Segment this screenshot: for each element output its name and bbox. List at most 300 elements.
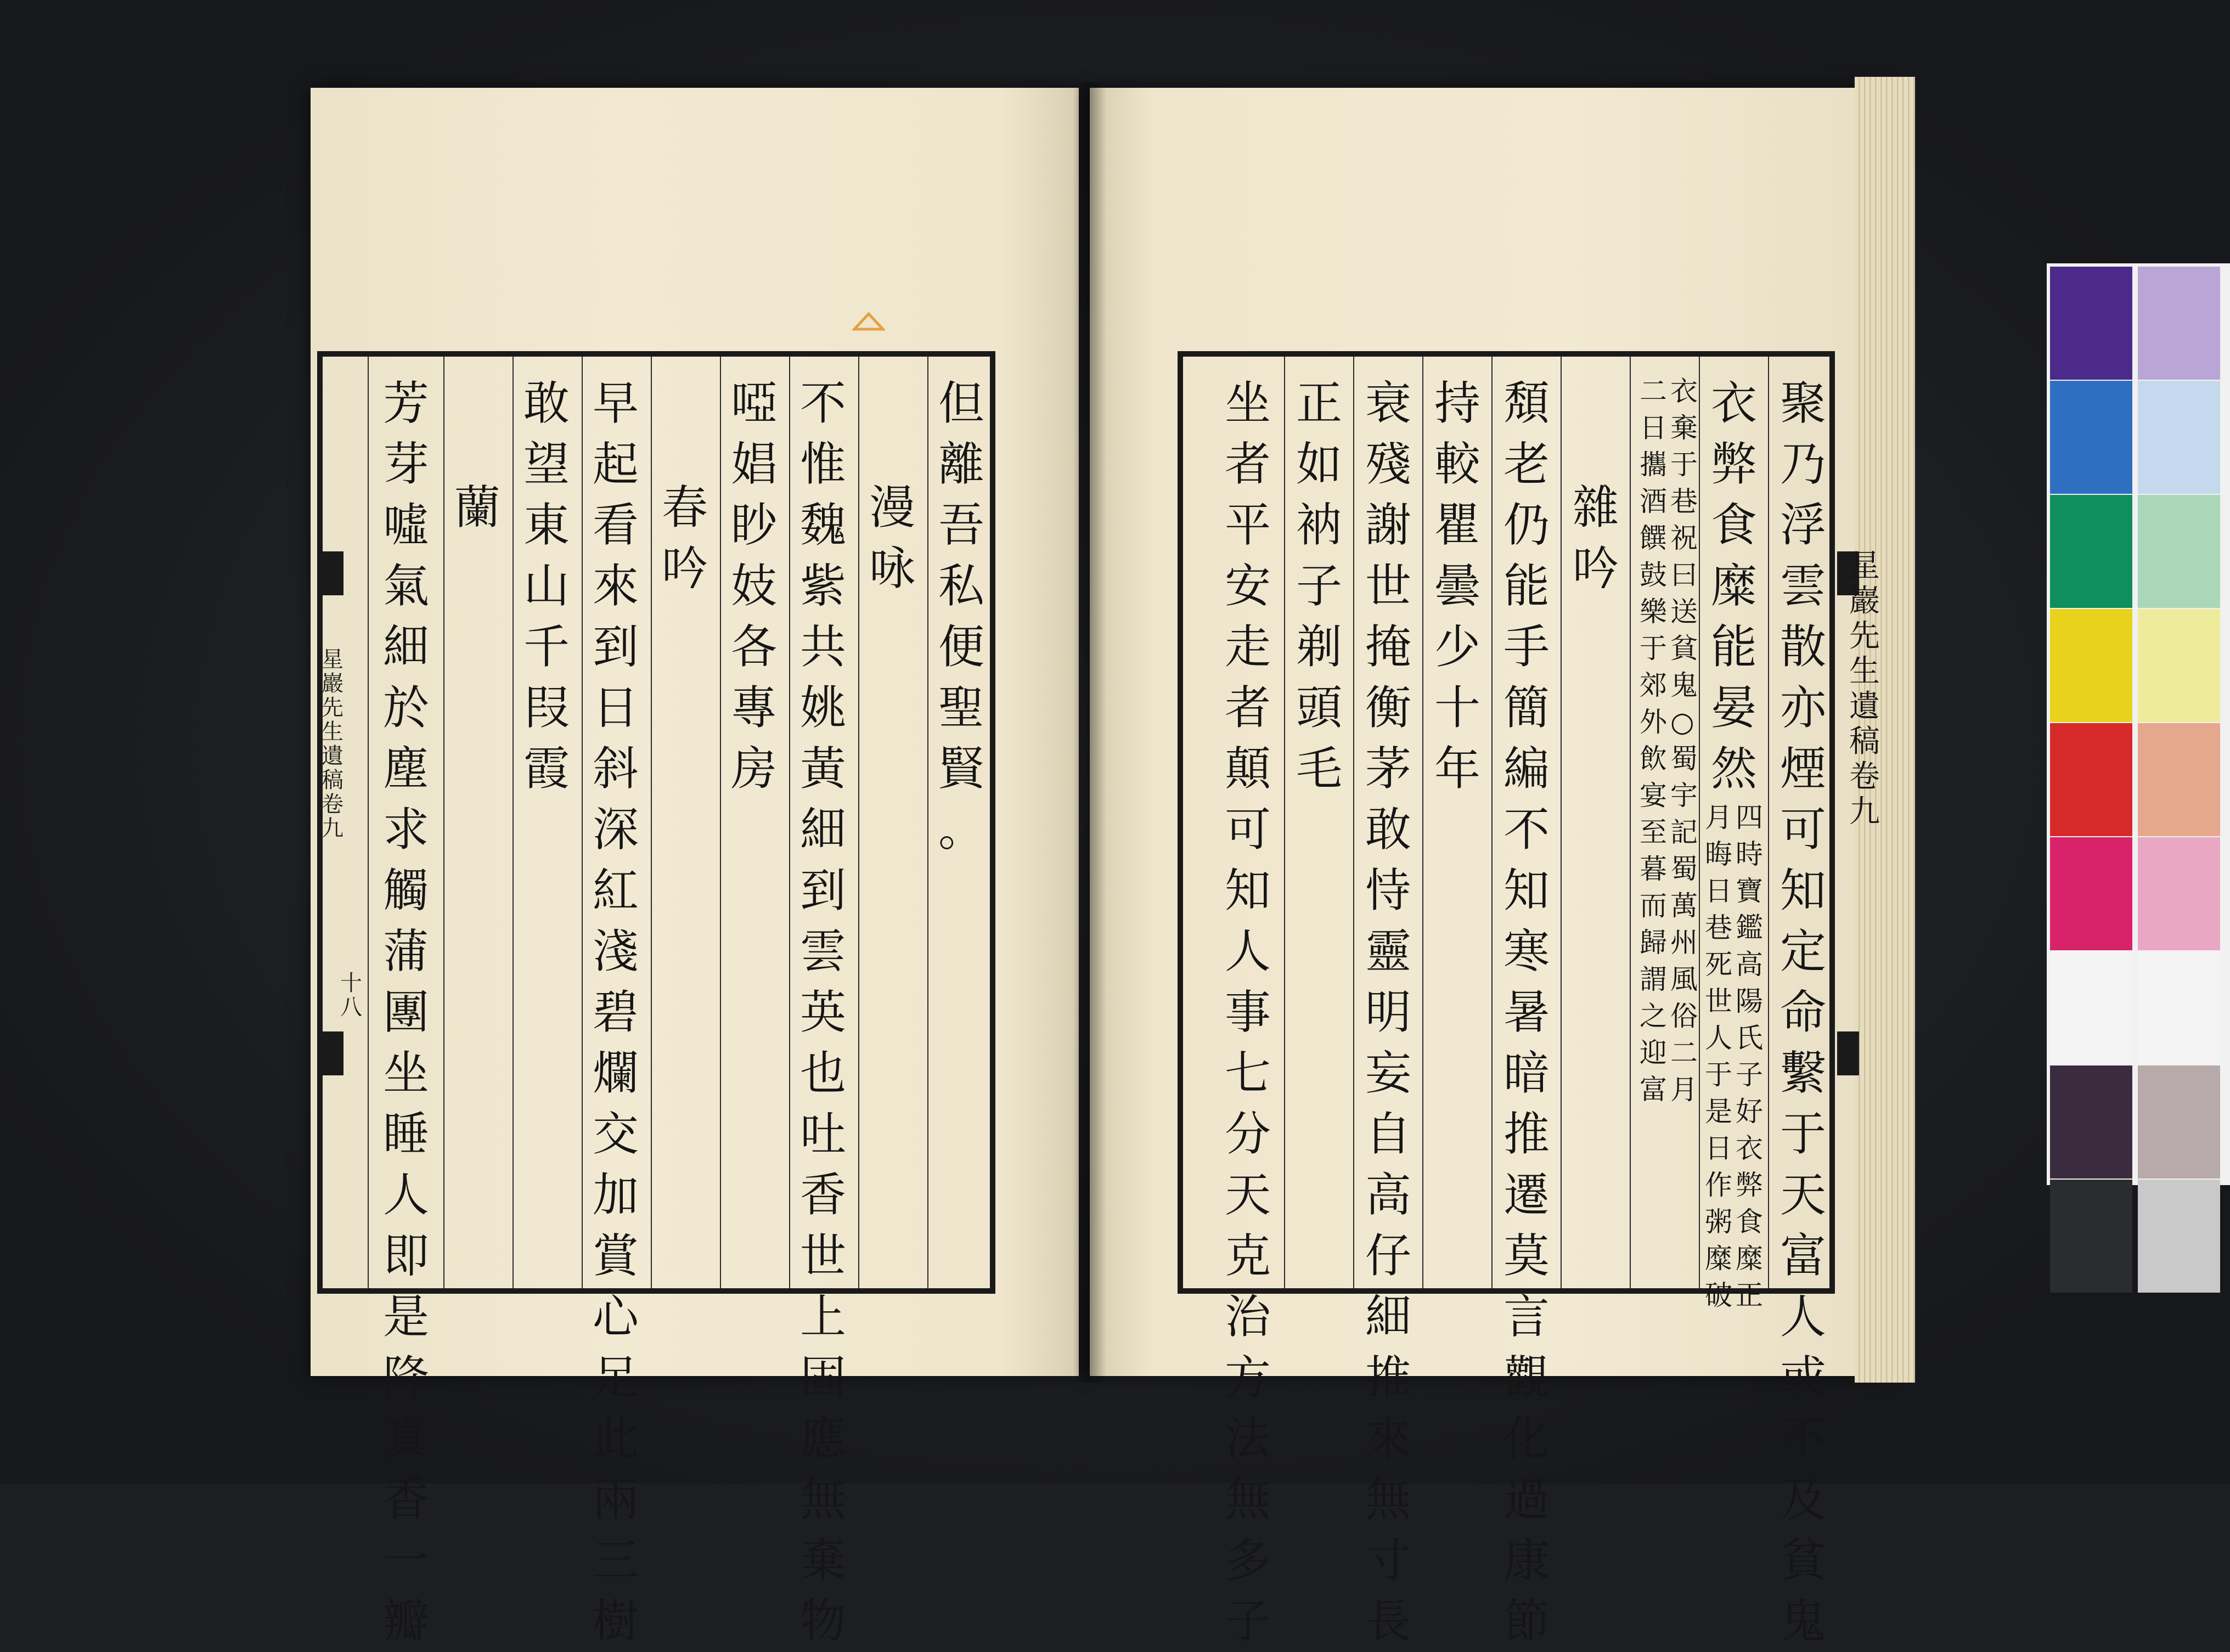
glyph: 專 — [730, 681, 777, 735]
glyph: 生 — [1849, 653, 1880, 689]
glyph: 爛 — [592, 1046, 639, 1100]
column-r6 — [1424, 373, 1490, 799]
glyph: 樹 — [592, 1594, 639, 1648]
glyph: 編 — [1503, 742, 1550, 796]
glyph: 東 — [523, 498, 570, 552]
glyph: 細 — [799, 803, 846, 856]
glyph: 高 — [1365, 1168, 1411, 1222]
glyph: 鼓 — [1640, 559, 1667, 591]
glyph: 子 — [1296, 559, 1342, 613]
glyph: 瞿 — [1434, 498, 1480, 552]
glyph: 或 — [1780, 1351, 1826, 1405]
glyph: 于 — [1640, 633, 1667, 664]
glyph: 于 — [1780, 1107, 1826, 1161]
glyph: 人 — [1705, 1022, 1732, 1054]
glyph: 蒲 — [382, 924, 429, 978]
glyph: 月 — [1705, 802, 1732, 833]
glyph: 多 — [1224, 1533, 1271, 1587]
glyph: 及 — [1780, 1473, 1826, 1526]
glyph: 妄 — [1365, 1046, 1411, 1100]
glyph: 少 — [1434, 620, 1480, 674]
glyph: 賢 — [938, 742, 984, 796]
glyph: 氏 — [1736, 1022, 1763, 1054]
glyph: 惟 — [799, 437, 846, 491]
glyph: 也 — [799, 1046, 846, 1100]
glyph: 紅 — [592, 864, 639, 917]
glyph: 頭 — [1296, 681, 1342, 735]
glyph: 交 — [592, 1107, 639, 1161]
glyph: 明 — [1365, 985, 1411, 1039]
glyph: 便 — [938, 620, 984, 674]
glyph: 弊 — [1710, 437, 1757, 491]
glyph: 寶 — [1736, 875, 1763, 907]
glyph: 星 — [322, 647, 343, 672]
glyph: 法 — [1224, 1412, 1271, 1465]
column-r3 — [1632, 373, 1698, 1108]
glyph: 蘭 — [454, 481, 500, 534]
color-patch — [2050, 1180, 2132, 1293]
glyph: 心 — [592, 1290, 639, 1344]
glyph: 賞 — [592, 1229, 639, 1283]
glyph: 樂 — [1640, 596, 1667, 628]
glyph: 者 — [1224, 681, 1271, 735]
glyph: 噓 — [382, 498, 429, 552]
glyph: 持 — [1434, 376, 1480, 430]
glyph: 遺 — [322, 743, 343, 769]
glyph: 。 — [938, 803, 984, 856]
glyph: 宴 — [1640, 780, 1667, 811]
glyph: 巖 — [322, 671, 343, 696]
glyph: 求 — [382, 803, 429, 856]
glyph: 坐 — [1224, 376, 1271, 430]
glyph: 淺 — [592, 924, 639, 978]
glyph: 推 — [1503, 1107, 1550, 1161]
glyph: 紫 — [799, 559, 846, 613]
glyph: 英 — [799, 985, 846, 1039]
glyph: 遺 — [1849, 689, 1880, 724]
glyph: 酒 — [1640, 486, 1667, 517]
color-patch — [2138, 267, 2220, 380]
glyph: 可 — [1780, 803, 1826, 856]
glyph: 九 — [322, 816, 343, 841]
annotation-line — [1640, 373, 1667, 1108]
glyph: 晏 — [1710, 681, 1757, 735]
glyph: 于 — [1670, 449, 1698, 481]
column-r1 — [1770, 373, 1836, 1652]
glyph: 迎 — [1640, 1037, 1667, 1069]
glyph: 衰 — [1365, 376, 1411, 430]
glyph: 一 — [382, 1533, 429, 1587]
glyph: 細 — [1365, 1290, 1411, 1344]
glyph: 咏 — [869, 542, 915, 595]
glyph: 萬 — [1670, 890, 1698, 922]
glyph: 謂 — [1640, 963, 1667, 995]
glyph: 年 — [1434, 742, 1480, 796]
glyph: 高 — [1736, 949, 1763, 980]
glyph: 破 — [1705, 1279, 1732, 1311]
column-6 — [583, 373, 649, 1652]
glyph: 寒 — [1503, 924, 1550, 978]
glyph: 可 — [1224, 803, 1271, 856]
column-8 — [444, 477, 510, 538]
glyph: 飲 — [1640, 743, 1667, 775]
column-r7 — [1355, 373, 1421, 1652]
glyph: 人 — [382, 1168, 429, 1222]
glyph: 長 — [1365, 1594, 1411, 1648]
glyph: 毛 — [1296, 742, 1342, 796]
glyph: 三 — [592, 1533, 639, 1587]
column-5 — [652, 477, 718, 599]
annotation-block — [1705, 799, 1763, 1314]
color-patch — [2050, 267, 2132, 380]
glyph: 天 — [1780, 1168, 1826, 1222]
glyph: 仔 — [1365, 1229, 1411, 1283]
glyph: 繫 — [1780, 1046, 1826, 1100]
glyph: 月 — [1670, 1074, 1698, 1106]
glyph: 推 — [1365, 1351, 1411, 1405]
glyph: 霞 — [523, 742, 570, 796]
glyph: 治 — [1224, 1290, 1271, 1344]
column-2 — [859, 477, 925, 599]
glyph: 生 — [322, 719, 343, 745]
glyph: 茅 — [1365, 742, 1411, 796]
glyph: 睡 — [382, 1107, 429, 1161]
glyph: 卷 — [322, 792, 343, 817]
glyph: 應 — [799, 1412, 846, 1465]
glyph: 芳 — [382, 376, 429, 430]
glyph: 鬼 — [1780, 1594, 1826, 1648]
glyph: 仍 — [1503, 498, 1550, 552]
glyph: 四 — [1736, 802, 1763, 833]
glyph: 暑 — [1503, 985, 1550, 1039]
glyph: 眇 — [730, 498, 777, 552]
running-title-right — [1849, 548, 1880, 830]
glyph: 富 — [1780, 1229, 1826, 1283]
color-patch — [2138, 837, 2220, 950]
glyph: 吟 — [1572, 542, 1619, 595]
glyph: 雲 — [799, 924, 846, 978]
glyph: 固 — [799, 1351, 846, 1405]
glyph: 是 — [1705, 1096, 1732, 1127]
glyph: 七 — [1224, 1046, 1271, 1100]
glyph: 聖 — [938, 681, 984, 735]
column-r9 — [1215, 373, 1281, 1652]
color-patch — [2138, 381, 2220, 494]
glyph: 蜀 — [1670, 853, 1698, 885]
left-text-frame — [317, 351, 995, 1648]
glyph: 瓣 — [382, 1594, 429, 1648]
glyph: 定 — [1780, 924, 1826, 978]
glyph: 香 — [382, 1473, 429, 1526]
glyph: 死 — [1705, 949, 1732, 980]
glyph: 子 — [1224, 1594, 1271, 1648]
glyph: 娼 — [730, 437, 777, 491]
glyph: 星 — [1849, 548, 1880, 584]
glyph: 人 — [1780, 1290, 1826, 1344]
glyph: 饌 — [1640, 522, 1667, 554]
glyph: 十 — [340, 971, 362, 996]
glyph: 較 — [1434, 437, 1480, 491]
color-patch — [2050, 951, 2132, 1064]
glyph: 雜 — [1572, 481, 1619, 534]
glyph: 是 — [382, 1290, 429, 1344]
fish-tail-mark — [1837, 1031, 1859, 1075]
glyph: 魏 — [799, 498, 846, 552]
glyph: 食 — [1710, 498, 1757, 552]
glyph: 而 — [1640, 890, 1667, 922]
glyph: 貧 — [1780, 1533, 1826, 1587]
glyph: 觀 — [1503, 1351, 1550, 1405]
glyph: 殘 — [1365, 437, 1411, 491]
glyph: 望 — [523, 437, 570, 491]
glyph: 細 — [382, 620, 429, 674]
glyph: 糜 — [1736, 1243, 1763, 1275]
glyph: 卷 — [1849, 759, 1880, 794]
glyph: 十 — [1434, 681, 1480, 735]
color-patch — [2050, 837, 2132, 950]
glyph: 糜 — [1705, 1243, 1732, 1275]
glyph: 煙 — [1780, 742, 1826, 796]
glyph: 晦 — [1705, 838, 1732, 870]
glyph: 人 — [1224, 924, 1271, 978]
glyph: 鑑 — [1736, 912, 1763, 944]
column-3 — [790, 373, 856, 1652]
glyph: 漫 — [869, 481, 915, 534]
glyph: 命 — [1780, 985, 1826, 1039]
glyph: 此 — [592, 1412, 639, 1465]
glyph: 言 — [1503, 1290, 1550, 1344]
glyph: 知 — [1224, 864, 1271, 917]
glyph: 氣 — [382, 559, 429, 613]
glyph: 好 — [1736, 1096, 1763, 1127]
glyph: 塵 — [382, 742, 429, 796]
glyph: 蜀 — [1670, 743, 1698, 775]
glyph: 祝 — [1670, 522, 1698, 554]
color-patch — [2050, 609, 2132, 722]
glyph: ○ — [1670, 706, 1694, 738]
glyph: 掩 — [1365, 620, 1411, 674]
glyph: 敢 — [1365, 803, 1411, 856]
glyph: 先 — [322, 695, 343, 720]
glyph: 兩 — [592, 1473, 639, 1526]
glyph: 衲 — [1296, 498, 1342, 552]
glyph: 富 — [1640, 1074, 1667, 1106]
glyph: 足 — [592, 1351, 639, 1405]
glyph: 斜 — [592, 742, 639, 796]
glyph: 二 — [1670, 1037, 1698, 1069]
glyph: 芽 — [382, 437, 429, 491]
glyph: 日 — [1705, 875, 1732, 907]
glyph: 團 — [382, 985, 429, 1039]
glyph: 乃 — [1780, 437, 1826, 491]
column-9 — [373, 373, 439, 1652]
glyph: 自 — [1365, 1107, 1411, 1161]
glyph: 八 — [340, 995, 362, 1020]
glyph: 山 — [523, 559, 570, 613]
glyph: 吟 — [661, 542, 708, 595]
glyph: 知 — [1780, 864, 1826, 917]
glyph: 頽 — [1503, 376, 1550, 430]
glyph: 克 — [1224, 1229, 1271, 1283]
glyph: 深 — [592, 803, 639, 856]
glyph: 觸 — [382, 864, 429, 917]
glyph: 寸 — [1365, 1533, 1411, 1587]
color-patch — [2050, 1065, 2132, 1179]
glyph: 聚 — [1780, 376, 1826, 430]
column-r2 — [1701, 373, 1767, 1314]
glyph: 手 — [1503, 620, 1550, 674]
glyph: 安 — [1224, 559, 1271, 613]
glyph: 雲 — [1780, 559, 1826, 613]
glyph: 坐 — [382, 1046, 429, 1100]
color-patch — [2050, 381, 2132, 494]
glyph: 化 — [1503, 1412, 1550, 1465]
glyph: 棄 — [799, 1533, 846, 1587]
glyph: 陽 — [1736, 985, 1763, 1017]
glyph: 者 — [1224, 437, 1271, 491]
glyph: 碧 — [592, 985, 639, 1039]
glyph: 食 — [1736, 1206, 1763, 1238]
glyph: 時 — [1736, 838, 1763, 870]
glyph: 降 — [382, 1351, 429, 1405]
glyph: 曰 — [1670, 559, 1698, 591]
triangle-mark-icon — [852, 312, 885, 331]
glyph: 方 — [1224, 1351, 1271, 1405]
glyph: 剃 — [1296, 620, 1342, 674]
glyph: 然 — [1710, 742, 1757, 796]
glyph: 叚 — [523, 681, 570, 735]
glyph: 巖 — [1849, 583, 1880, 619]
glyph: 天 — [1224, 1168, 1271, 1222]
glyph: 敢 — [523, 376, 570, 430]
glyph: 州 — [1670, 927, 1698, 959]
glyph: 稿 — [322, 768, 343, 793]
glyph: 妓 — [730, 559, 777, 613]
glyph: 簡 — [1503, 681, 1550, 735]
glyph: 不 — [1503, 803, 1550, 856]
glyph: 恃 — [1365, 864, 1411, 917]
glyph: 離 — [938, 437, 984, 491]
annotation-line — [1670, 373, 1698, 1108]
color-patch — [2138, 495, 2220, 608]
glyph: 散 — [1780, 620, 1826, 674]
column-4 — [721, 373, 787, 799]
running-title-left — [322, 647, 343, 841]
glyph: 之 — [1640, 1000, 1667, 1032]
glyph: 來 — [592, 559, 639, 613]
glyph: 上 — [799, 1290, 846, 1344]
glyph: 姚 — [799, 681, 846, 735]
color-patch — [2050, 723, 2132, 836]
glyph: 香 — [799, 1168, 846, 1222]
glyph: 即 — [382, 1229, 429, 1283]
glyph: 無 — [1224, 1473, 1271, 1526]
glyph: 起 — [592, 437, 639, 491]
glyph: 正 — [1736, 1279, 1763, 1311]
glyph: 攜 — [1640, 449, 1667, 481]
glyph: 早 — [592, 376, 639, 430]
glyph: 亦 — [1780, 681, 1826, 735]
right-text-frame — [1178, 351, 1835, 1648]
glyph: 稿 — [1849, 724, 1880, 759]
glyph: 子 — [1736, 1059, 1763, 1091]
glyph: 各 — [730, 620, 777, 674]
color-patch — [2138, 1180, 2220, 1293]
color-calibration-card — [2047, 263, 2230, 1185]
color-patch — [2138, 723, 2220, 836]
glyph: 二 — [1640, 375, 1667, 407]
glyph: 九 — [1849, 794, 1880, 830]
glyph: 歸 — [1640, 927, 1667, 959]
glyph: 日 — [1705, 1132, 1732, 1164]
glyph: 靈 — [1365, 924, 1411, 978]
glyph: 外 — [1640, 706, 1667, 738]
glyph: 正 — [1296, 376, 1342, 430]
glyph: 俗 — [1670, 1000, 1698, 1032]
glyph: 黃 — [799, 742, 846, 796]
glyph: 貧 — [1670, 633, 1698, 664]
glyph: 老 — [1503, 437, 1550, 491]
glyph: 能 — [1710, 620, 1757, 674]
column-r4 — [1563, 477, 1629, 599]
glyph: 能 — [1503, 559, 1550, 613]
glyph: 糜 — [1710, 559, 1757, 613]
glyph: 暮 — [1640, 853, 1667, 885]
glyph: 但 — [938, 376, 984, 430]
glyph: 於 — [382, 681, 429, 735]
glyph: 共 — [799, 620, 846, 674]
glyph: 真 — [382, 1412, 429, 1465]
glyph: 衡 — [1365, 681, 1411, 735]
color-patch — [2138, 609, 2220, 722]
fish-tail-mark — [322, 551, 343, 595]
page-number — [340, 971, 362, 1019]
glyph: 吐 — [799, 1107, 846, 1161]
glyph: 平 — [1224, 498, 1271, 552]
column-r5 — [1494, 373, 1559, 1652]
glyph: 日 — [1640, 412, 1667, 444]
glyph: 看 — [592, 498, 639, 552]
column-7 — [514, 373, 579, 799]
glyph: 浮 — [1780, 498, 1826, 552]
glyph: 送 — [1670, 596, 1698, 628]
glyph: 房 — [730, 742, 777, 796]
glyph: 世 — [1705, 985, 1732, 1017]
glyph: 私 — [938, 559, 984, 613]
glyph: 先 — [1849, 618, 1880, 654]
glyph: 無 — [799, 1473, 846, 1526]
glyph: 來 — [1365, 1412, 1411, 1465]
book-gutter — [1073, 82, 1106, 1383]
glyph: 于 — [1705, 1059, 1732, 1091]
glyph: 啞 — [730, 376, 777, 430]
glyph: 世 — [799, 1229, 846, 1283]
glyph: 事 — [1224, 985, 1271, 1039]
glyph: 節 — [1503, 1594, 1550, 1648]
glyph: 日 — [592, 681, 639, 735]
glyph: 物 — [799, 1594, 846, 1648]
color-patch — [2138, 1065, 2220, 1179]
glyph: 莫 — [1503, 1229, 1550, 1283]
glyph: 到 — [592, 620, 639, 674]
glyph: 宇 — [1670, 780, 1698, 811]
glyph: 棄 — [1670, 412, 1698, 444]
color-patch — [2050, 495, 2132, 608]
glyph: 吾 — [938, 498, 984, 552]
glyph: 過 — [1503, 1473, 1550, 1526]
glyph: 作 — [1705, 1169, 1732, 1201]
glyph: 如 — [1296, 437, 1342, 491]
